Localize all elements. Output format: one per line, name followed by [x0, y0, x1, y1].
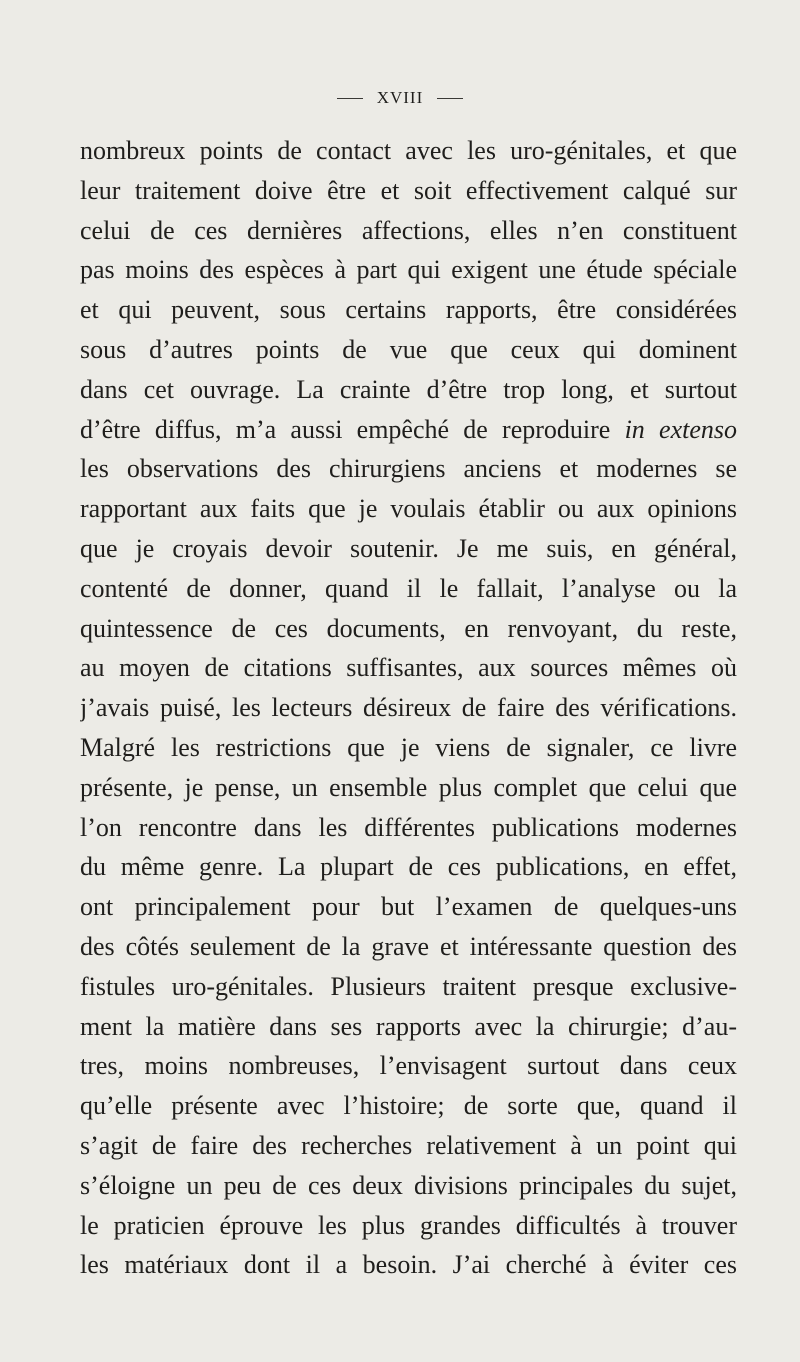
text-line: les observations des chirurgiens anciens et modernes se — [80, 454, 737, 484]
text-line: le praticien éprouve les plus grandes difficultés à trouver — [80, 1210, 737, 1240]
text-line: tres, moins nombreuses, l’envisagent surtout dans ceux — [80, 1051, 737, 1081]
text-line: pas moins des espèces à part qui exigent une étude spéciale — [80, 255, 737, 285]
text-line: des côtés seulement de la grave et intéressante question des — [80, 931, 737, 961]
body-paragraph — [80, 131, 737, 1285]
text-line: ont principalement pour but l’examen de quelques-uns — [80, 892, 737, 922]
text-line: qu’elle présente avec l’histoire; de sorte que, quand il — [80, 1091, 737, 1121]
text-line: ment la matière dans ses rapports avec la chirurgie; d’au- — [80, 1011, 737, 1041]
text-line: rapportant aux faits que je voulais établir ou aux opinions — [80, 494, 737, 524]
page-header — [0, 86, 800, 110]
text-line: Malgré les restrictions que je viens de signaler, ce livre — [80, 732, 737, 762]
text-line: et qui peuvent, sous certains rapports, être considérées — [80, 295, 737, 325]
text-line: les matériaux dont il a besoin. J’ai cherché à éviter ces — [80, 1250, 737, 1280]
text-line: leur traitement doive être et soit effectivement calqué sur — [80, 175, 737, 205]
text-line: dans cet ouvrage. La crainte d’être trop long, et surtout — [80, 374, 737, 404]
page-number-roman: XVIII — [376, 88, 424, 107]
text-line: contenté de donner, quand il le fallait, l’analyse ou la — [80, 573, 737, 603]
header-dash-right — [437, 98, 463, 99]
text-line: celui de ces dernières affections, elles n’en constituent — [80, 215, 737, 245]
text-line: présente, je pense, un ensemble plus complet que celui que — [80, 772, 737, 802]
text-line-with-italic — [80, 410, 737, 450]
header-dash-left — [337, 98, 363, 99]
italic-phrase: in extenso — [624, 414, 737, 444]
text-line: fistules uro-génitales. Plusieurs traitent presque exclusive- — [80, 971, 737, 1001]
text-line: du même genre. La plupart de ces publications, en effet, — [80, 852, 737, 882]
text-line: nombreux points de contact avec les uro-génitales, et que — [80, 136, 737, 165]
text-line: au moyen de citations suffisantes, aux sources mêmes où — [80, 653, 737, 683]
text-line: l’on rencontre dans les différentes publications modernes — [80, 812, 737, 842]
text-line: s’éloigne un peu de ces deux divisions principales du sujet, — [80, 1170, 737, 1200]
text-line-segment: d’être diffus, m’a aussi empêché de reproduire — [80, 414, 611, 444]
text-line: s’agit de faire des recherches relativement à un point qui — [80, 1130, 737, 1160]
text-line: j’avais puisé, les lecteurs désireux de faire des vérifications. — [80, 693, 737, 723]
text-line: sous d’autres points de vue que ceux qui dominent — [80, 334, 737, 364]
text-line: que je croyais devoir soutenir. Je me suis, en général, — [80, 533, 737, 563]
text-line: quintessence de ces documents, en renvoyant, du reste, — [80, 613, 737, 643]
